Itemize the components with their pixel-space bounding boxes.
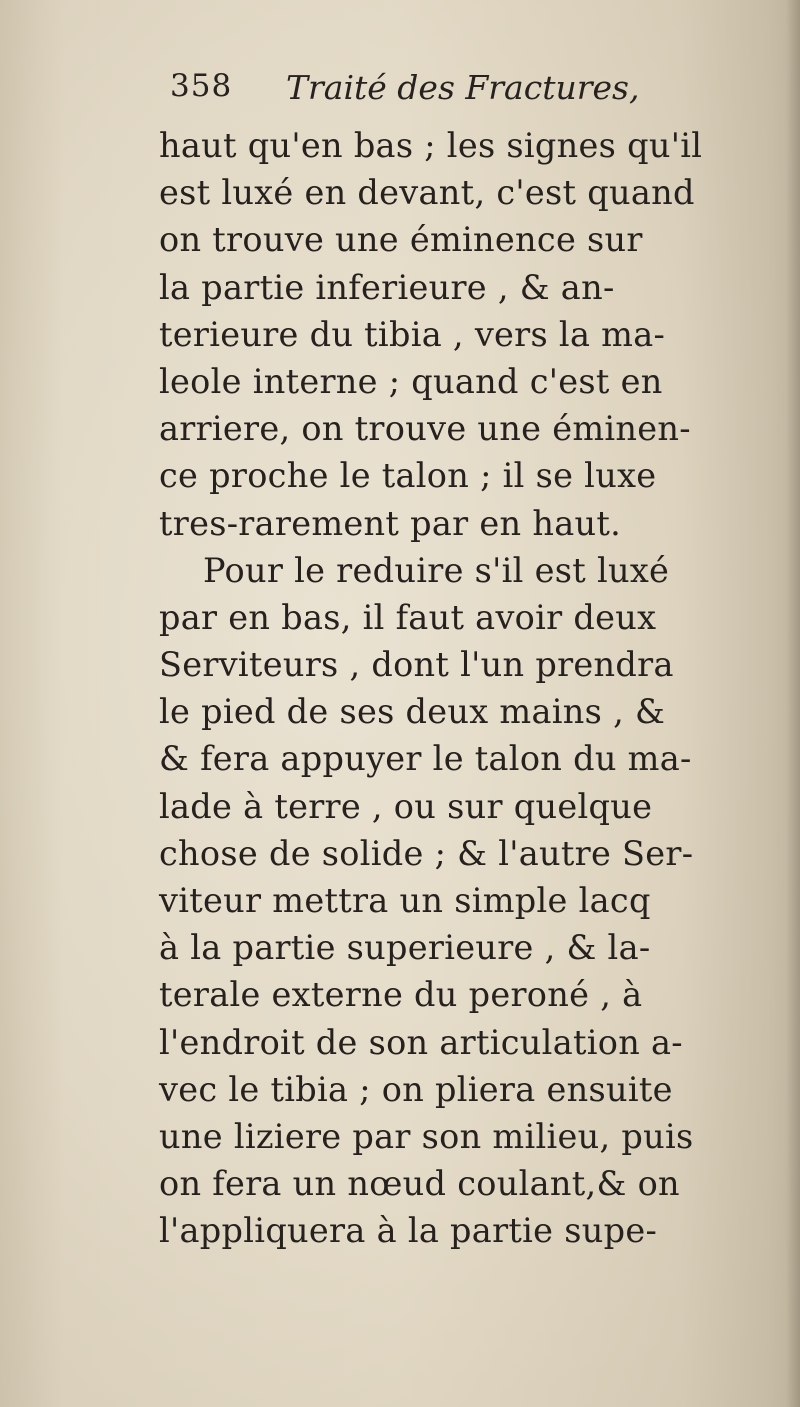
text-line: lade à terre , ou sur quelque xyxy=(159,786,653,826)
text-line: l'endroit de son articulation a- xyxy=(159,1022,683,1062)
text-line: l'appliquera à la partie supe- xyxy=(159,1211,658,1251)
text-line: haut qu'en bas ; les signes qu'il xyxy=(159,126,703,165)
text-line: tres-rarement par en haut. xyxy=(159,503,622,543)
running-title: Traité des Fractures, xyxy=(286,68,640,107)
text-line: est luxé en devant, c'est quand xyxy=(159,173,695,213)
paragraph-first-line: Pour le reduire s'il est luxé xyxy=(203,550,670,590)
text-line: vec le tibia ; on pliera ensuite xyxy=(159,1069,673,1109)
page-gutter-shadow xyxy=(786,0,800,1407)
text-line: leole interne ; quand c'est en xyxy=(159,361,663,401)
text-line: viteur mettra un simple lacq xyxy=(159,881,651,920)
text-line: Serviteurs , dont l'un prendra xyxy=(159,645,674,685)
text-line: à la partie superieure , & la- xyxy=(159,928,651,968)
text-line: ce proche le talon ; il se luxe xyxy=(159,456,657,496)
text-line: & fera appuyer le talon du ma- xyxy=(159,739,692,779)
page-number: 358 xyxy=(170,68,233,104)
body-text xyxy=(159,122,719,1255)
text-line: arriere, on trouve une éminen- xyxy=(159,409,691,449)
text-line: terale externe du peroné , à xyxy=(159,975,643,1015)
text-line: le pied de ses deux mains , & xyxy=(159,692,666,732)
page-header xyxy=(170,68,690,118)
text-line: par en bas, il faut avoir deux xyxy=(159,597,657,637)
text-line: terieure du tibia , vers la ma- xyxy=(159,314,666,354)
text-line: une liziere par son milieu, puis xyxy=(159,1116,694,1156)
text-line: on fera un nœud coulant,& on xyxy=(159,1164,680,1204)
text-line: on trouve une éminence sur xyxy=(159,220,643,260)
text-line: chose de solide ; & l'autre Ser- xyxy=(159,833,694,873)
text-line: la partie inferieure , & an- xyxy=(159,267,615,307)
